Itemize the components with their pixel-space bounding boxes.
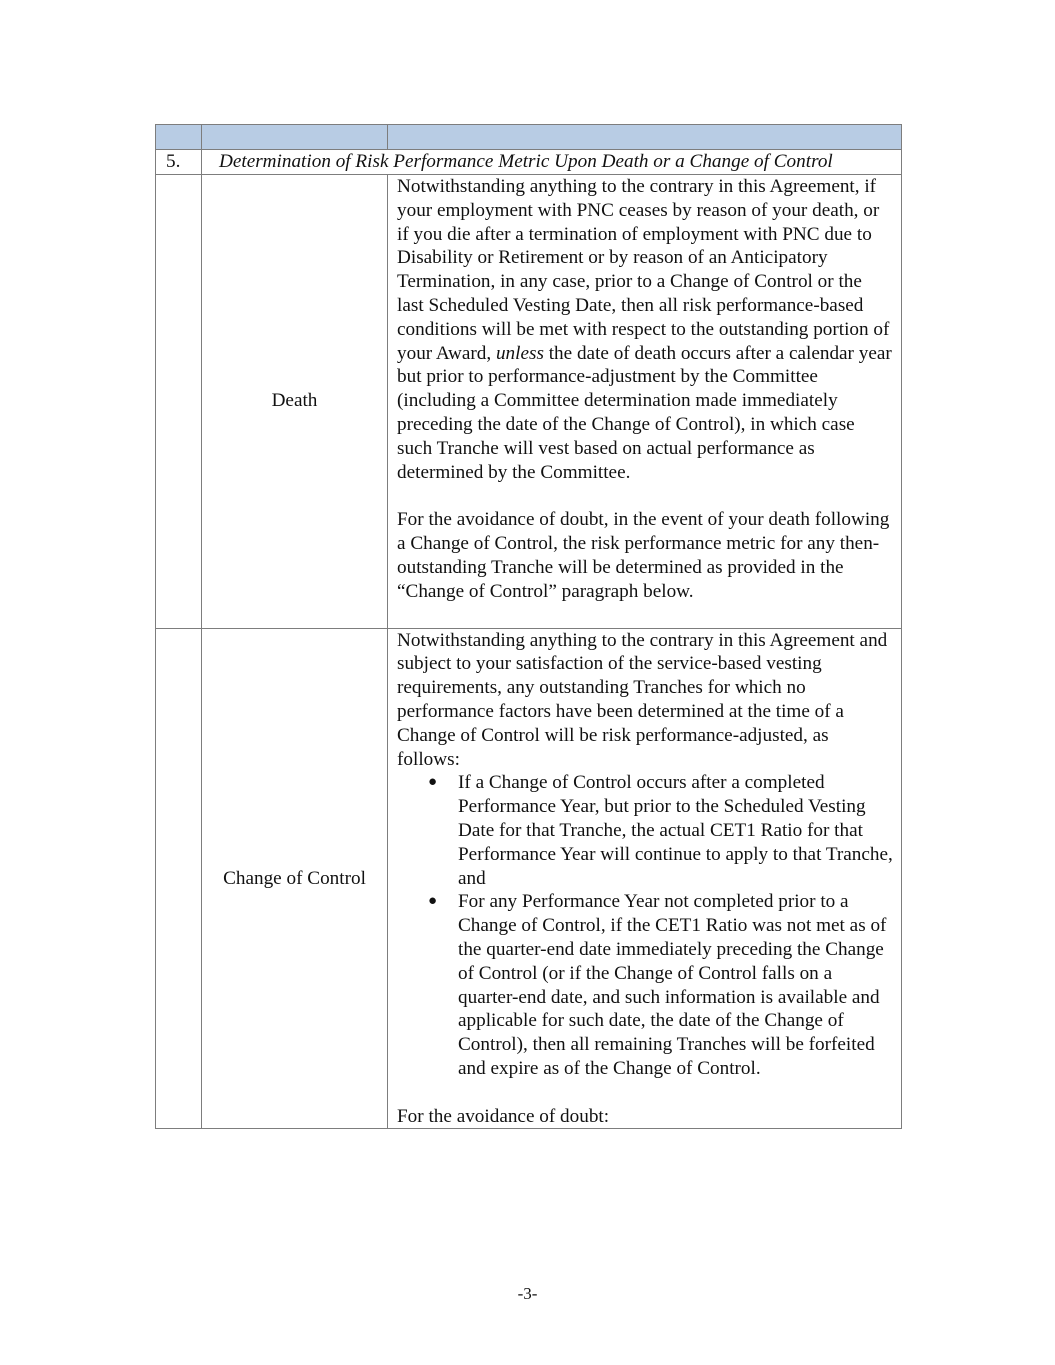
list-item: ● For any Performance Year not completed prior to a Change of Control, if the CET1 Ratio was not met as of the quarter-end date immediately preceding the Change of Control (or if the Change of Control falls on a quarter-end date, and such information is available and applicable for such date, the date of the Change of Control), then all remaining Tranches will be forfeited and expire as of the Change of Control. (428, 891, 887, 1079)
section-title: Determination of Risk Performance Metric Upon Death or a Change of Control (202, 150, 902, 175)
bullet-icon: ● (428, 893, 438, 910)
row-label-change-of-control: Change of Control (202, 628, 388, 1129)
page-number: -3- (517, 1284, 538, 1303)
empty-number-cell (156, 628, 202, 1129)
table-row (156, 175, 902, 629)
header-cell-2 (202, 125, 388, 150)
death-text-post: the date of death occurs after a calendar year but prior to performance-adjustment by the Committee (including a Committee determination made immediately preceding the date of the Change of Control), in which case such Tranche will vest based on actual performance as determined by the Committee. (397, 342, 892, 483)
header-cell-1 (156, 125, 202, 150)
header-cell-3 (388, 125, 902, 150)
coc-closing: For the avoidance of doubt: (397, 1105, 610, 1127)
coc-intro: Notwithstanding anything to the contrary in this Agreement and subject to your satisfaction of the service-based vesting requirements, any outstanding Tranches for which no performance factors have been determined at the time of a Change of Control will be risk performance-adjusted, as follows: (397, 629, 888, 770)
table-row (156, 628, 902, 1129)
coc-bullet-list (397, 771, 893, 1080)
list-item: ● If a Change of Control occurs after a completed Performance Year, but prior to the Scheduled Vesting Date for that Tranche, the actual CET1 Ratio for that Performance Year will continue to apply to that Tranche, and (428, 772, 893, 889)
section-number: 5. (156, 150, 202, 175)
terms-table (155, 124, 902, 1129)
death-paragraph-2: For the avoidance of doubt, in the event of your death following a Change of Control, the risk performance metric for any then-outstanding Tranche will be determined as provided in the “Change of Control” paragraph below. (397, 509, 890, 602)
section-heading-row (156, 150, 902, 175)
row-body-change-of-control (388, 628, 902, 1129)
death-text-pre: Notwithstanding anything to the contrary in this Agreement, if your employment with PNC ceases by reason of your death, or if you die after a termination of employment with PNC due to Disability or Retirement or by reason of an Anticipatory Termination, in any case, prior to a Change of Control or the last Scheduled Vesting Date, then all risk performance-based conditions will be met with respect to the outstanding portion of your Award, (397, 176, 890, 364)
empty-number-cell (156, 175, 202, 629)
row-label-death: Death (202, 175, 388, 629)
table-header-row (156, 125, 902, 150)
emphasis-unless: unless (495, 342, 544, 364)
death-paragraph-1 (397, 175, 893, 484)
row-body-death (388, 175, 902, 629)
bullet-icon: ● (428, 774, 438, 791)
